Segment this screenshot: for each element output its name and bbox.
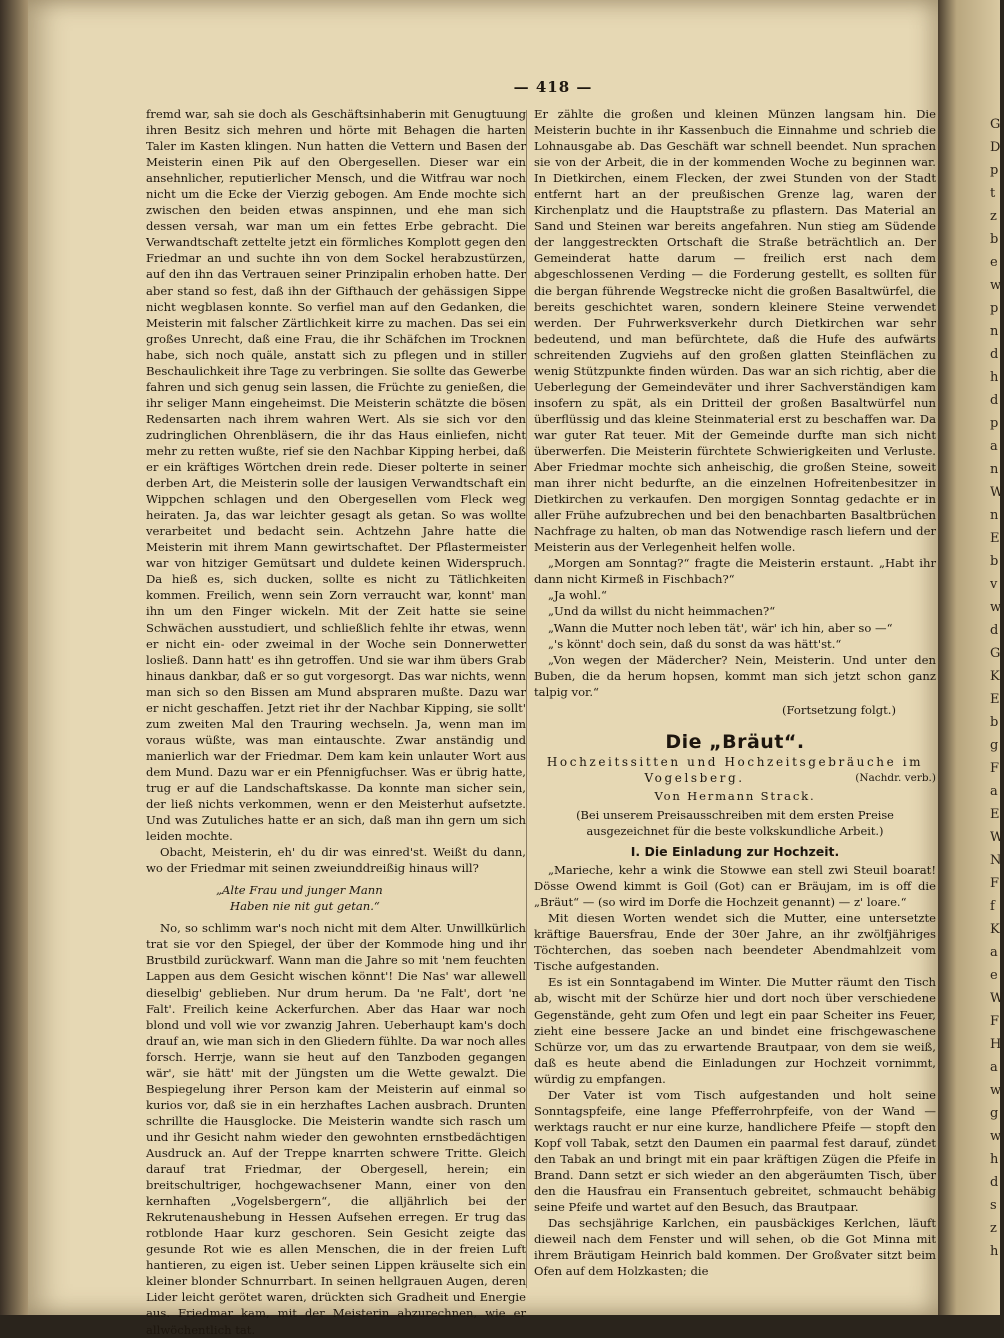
facing-page-letter: p	[990, 301, 999, 316]
facing-page-letter: v	[990, 577, 998, 592]
paragraph: No, so schlimm war's noch nicht mit dem Alter. Unwillkürlich trat sie vor den Spiegel, der über der Kommode hing und ihr Brustbild zurückwarf. Wann man die Jahre so mit 'nem feuchten Lappen aus dem Gesicht wischen könnt'! Die Nas' war allewell dieselbig' geblieben. Nur drum herum. Da 'ne Falt', dort 'ne Falt'. Freilich keine Ackerfurchen. Aber das Haar war noch blond und voll wie vor zwanzig Jahren. Ueberhaupt kam's doch drauf an, wie man sich in den Gliedern fühlte. Da war noch alles forsch. Herrje, wann sie heut auf den Tanzboden gegangen wär', sie hätt' mit der Jüngsten um die Wette gewalzt. Die Bespiegelung ihrer Person kam der Meisterin auf einmal so kurios vor, daß sie in ein herzhaftes Lachen ausbrach. Drunten schrillte die Hausglocke. Die Meisterin wandte sich rasch um und ihr Gesicht nahm wieder den gewohnten ernstbedächtigen Ausdruck an. Auf der Treppe knarrten schwere Tritte. Gleich darauf trat Friedmar, der Obergesell, herein; ein breitschultriger, hochgewachsener Mann, einer von den kernhaften „Vogelsbergern“, die alljährlich bei der Rekrutenaushebung in Hessen Aufsehen erregen. Er trug das rotblonde Haar kurz geschoren. Sein Gesicht zeigte das gesunde Rot wie es allen Menschen, die in der freien Luft hantieren, zu eigen ist. Ueber seinen Lippen kräuselte sich ein kleiner blonder Schnurrbart. In seinen hellgrauen Augen, deren Lider leicht gerötet waren, drückten sich Gradheit und Energie aus. Friedmar kam, mit der Meisterin abzurechnen, wie er allwöchentlich tat.	[146, 921, 526, 1337]
facing-page-letter: n	[990, 508, 999, 523]
facing-page-letter: w	[990, 600, 1002, 615]
continuation-note: (Fortsetzung folgt.)	[781, 702, 896, 717]
facing-page-letter: E	[990, 531, 1000, 546]
facing-page-letter: w	[990, 1129, 1002, 1144]
facing-page-letter: z	[990, 1221, 997, 1236]
paragraph: Das sechsjährige Karlchen, ein pausbäckiges Kerlchen, läuft dieweil nach dem Fenster und will sehen, ob die Got Minna mit ihrem Bräutigam Heinrich bald kommen. Der Großvater sitzt beim Ofen auf dem Holzkasten; die	[534, 1216, 936, 1279]
paragraph: „'s könnt' doch sein, daß du sonst da was hätt'st.“	[548, 636, 842, 651]
facing-page-letter: n	[990, 324, 999, 339]
facing-page-letter: n	[990, 462, 999, 477]
facing-page-letter: h	[990, 1152, 999, 1167]
page-number: — 418 —	[513, 78, 593, 96]
paragraph: Es ist ein Sonntagabend im Winter. Die Mutter räumt den Tisch ab, wischt mit der Schürze hier und dort noch über verschiedene Gegenstände, geht zum Ofen und legt ein paar Scheiter ins Feuer, zieht eine bessere Jacke an und bindet eine frischgewaschene Schürze vor, um das zu erwartende Brautpaar, von dem sie weiß, daß es heute abend die Einladungen zur Hochzeit vornimmt, würdig zu empfangen.	[534, 975, 936, 1086]
facing-page-letter: E	[990, 807, 1000, 822]
article-subtitle	[534, 754, 936, 786]
facing-page-letter: w	[990, 278, 1002, 293]
newspaper-page	[28, 0, 938, 1337]
paragraph: „Marieche, kehr a wink die Stowwe ean stell zwi Steuil boarat! Dösse Owend kimmt is Goil (Got) can er Bräujam, im is off die „Bräut“ — (so wird im Dorfe die Hochzeit genannt) — z' loare.“	[534, 863, 936, 910]
facing-page-letter: d	[990, 1175, 999, 1190]
article-author: Von Hermann Strack.	[654, 788, 816, 803]
facing-page-letter: z	[990, 209, 997, 224]
facing-page-letter: e	[990, 968, 998, 983]
text-column-left	[146, 106, 526, 1338]
facing-page-letter: b	[990, 715, 999, 730]
facing-page-letter: H	[990, 1037, 1002, 1052]
paragraph: fremd war, sah sie doch als Geschäftsinhaberin mit Genugtuung ihren Besitz sich mehren und hörte mit Behagen die harten Taler im Kasten klingen. Nun hatten die Vettern und Basen der Meisterin einen Pik auf den Obergesellen. Dieser war ein ansehnlicher, reputierlicher Mensch, und die Witfrau war noch nicht um die Ecke der Vierzig gebogen. Am Ende mochte sich zwischen den beiden etwas anspinnen, und ehe man sich dessen versah, war man um ein fettes Erbe gebracht. Die Verwandtschaft zettelte jetzt ein förmliches Komplott gegen den Friedmar an und suchte ihn von dem Sockel herabzustürzen, auf den ihn das Vertrauen seiner Prinzipalin erhoben hatte. Der aber stand so fest, daß ihn der Gifthauch der gehässigen Sippe nicht wegblasen konnte. So verfiel man auf den Gedanken, die Meisterin mit falscher Zärtlichkeit kirre zu machen. Das sei ein großes Unrecht, daß eine Frau, die ihr Schäfchen im Trocknen habe, sich noch quäle, anstatt sich zu pflegen und in stiller Beschaulichkeit ihre Tage zu verbringen. Sie sollte das Gewerbe fahren und sich genug sein lassen, die Früchte zu genießen, die ihr seliger Mann eingeheimst. Die Meisterin schätzte die bösen Redensarten nach ihrem wahren Wert. Als sie sich vor den zudringlichen Ohrenbläsern, die ihr das Haus einliefen, nicht mehr zu retten wußte, rief sie den Nachbar Kipping herbei, daß er ein kräftiges Wörtchen drein rede. Dieser polterte in seiner derben Art, die Meisterin solle der lausigen Verwandtschaft ein Wippchen schlagen und den Obergesellen vom Fleck weg heiraten. Ja, das war leichter gesagt als getan. So was wollte verarbeitet und bedacht sein. Achtzehn Jahre hatte die Meisterin mit ihrem Mann gewirtschaftet. Der Pflastermeister war von hitziger Gemütsart und duldete keinen Widerspruch. Da hieß es, sich ducken, sollte es nicht zu Tätlichkeiten kommen. Freilich, wenn sein Zorn verraucht war, konnt' man ihn um den Finger wickeln. Mit der Zeit hatte sie seine Schwächen ausstudiert, und schließlich fehlte ihr etwas, wenn er nicht ein- oder zweimal in der Woche sein Donnerwetter losließ. Dann hatt' es ihn getroffen. Und sie war ihm übers Grab hinaus dankbar, daß er so gut vorgesorgt. Das war nichts, wenn man sich so den Bissen am Mund abspraren mußte. Dazu war er nicht geschaffen. Jetzt riet ihr der Nachbar Kipping, sie sollt' zum zweiten Mal den Trauring wechseln. Ja, wenn man im voraus wüßte, was man eintauschte. Zwar anständig und manierlich war der Friedmar. Dem kam kein unlauter Wort aus dem Mund. Dazu war er ein Pfennigfuchser. Was er übrig hatte, trug er auf die Landschaftskasse. Da konnte man sicher sein, der ließ nichts verkommen, wenn er den Meisterhut aufsetzte. Und was Zutuliches hatte er an sich, daß man ihn gern um sich leiden mochte.	[146, 107, 526, 844]
facing-page-letter: p	[990, 416, 999, 431]
facing-page-letter: d	[990, 393, 999, 408]
column-divider	[526, 110, 527, 1288]
facing-page-letter: d	[990, 623, 999, 638]
paragraph: Obacht, Meisterin, eh' du dir was einred'st. Weißt du dann, wo der Friedmar mit seinen zweiunddreißig hinaus will?	[146, 845, 526, 876]
paragraph: „Morgen am Sonntag?“ fragte die Meisterin erstaunt. „Habt ihr dann nicht Kirmeß in Fischbach?“	[534, 556, 936, 587]
facing-page-letter: s	[990, 1198, 997, 1213]
book-gutter-left	[0, 0, 28, 1315]
facing-page-letter: b	[990, 232, 999, 247]
facing-page-letter: G	[990, 646, 1001, 661]
facing-page-letter: p	[990, 163, 999, 178]
section-heading: I. Die Einladung zur Hochzeit.	[630, 844, 840, 860]
facing-page-letter: a	[990, 784, 998, 799]
verse-quote	[146, 882, 526, 914]
facing-page-letter: w	[990, 1083, 1002, 1098]
facing-page-letter: a	[990, 439, 998, 454]
facing-page-letter: a	[990, 945, 998, 960]
facing-page-letter: D	[990, 140, 1001, 155]
facing-page-letter: g	[990, 1106, 999, 1121]
facing-page-letter: f	[990, 899, 995, 914]
paragraph: Mit diesen Worten wendet sich die Mutter, eine untersetzte kräftige Bauersfrau, Ende der 30er Jahre, an ihr zwölfjähriges Töchterchen, das soeben nach beendeter Abendmahlzeit vom Tische aufgestanden.	[534, 911, 936, 974]
facing-page-letter: N	[990, 853, 1002, 868]
facing-page-letter: F	[990, 1014, 1000, 1029]
facing-page-edge	[938, 0, 1004, 1315]
verse-line: Haben nie nit gut getan.“	[230, 899, 380, 914]
paragraph: „Von wegen der Mädercher? Nein, Meisterin. Und unter den Buben, die da herum hopsen, kommt man sich jetzt schon ganz talpig vor.“	[534, 652, 936, 699]
facing-page-letter: a	[990, 1060, 998, 1075]
facing-page-letter: h	[990, 1244, 999, 1259]
facing-page-letter: W	[990, 991, 1004, 1006]
paragraph: „Und da willst du nicht heimmachen?“	[548, 604, 776, 619]
facing-page-letter: G	[990, 117, 1001, 132]
facing-page-letter: e	[990, 255, 998, 270]
subtitle-text: Hochzeitssitten und Hochzeitsgebräuche im Vogelsberg.	[546, 754, 924, 785]
facing-page-letter: b	[990, 554, 999, 569]
facing-page-letter: K	[990, 922, 1000, 937]
facing-page-letter: F	[990, 876, 1000, 891]
facing-page-letter: g	[990, 738, 999, 753]
facing-page-letter: h	[990, 370, 999, 385]
reprint-notice: (Nachdr. verb.)	[855, 771, 936, 784]
paragraph: Der Vater ist vom Tisch aufgestanden und holt seine Sonntagspfeife, eine lange Pfefferrohrpfeife, von der Wand — werktags raucht er nur eine kurze, handlichere Pfeife — stopft den Kopf voll Tabak, setzt den Daumen ein paarmal fest darauf, zündet den Tabak an und bringt mit ein paar kräftigen Zügen die Pfeife in Brand. Dann setzt er sich wieder an den abgeräumten Tisch, über den die Hausfrau ein Fransentuch gebreitet, schmaucht behäbig seine Pfeife und wartet auf den Besuch, das Brautpaar.	[534, 1087, 936, 1215]
facing-page-letter: t	[990, 186, 996, 201]
facing-page-letter: d	[990, 347, 999, 362]
facing-page-letter: E	[990, 692, 1000, 707]
text-column-right	[534, 106, 936, 1279]
paragraph: „Wann die Mutter noch leben tät', wär' ich hin, aber so —“	[548, 620, 893, 635]
paragraph: „Ja wohl.“	[548, 588, 607, 603]
facing-page-letter: K	[990, 669, 1000, 684]
prize-note: (Bei unserem Preisausschreiben mit dem ersten Preise ausgezeichnet für die beste volkskundliche Arbeit.)	[576, 807, 894, 839]
verse-line: „Alte Frau und junger Mann	[216, 883, 383, 898]
facing-page-letter: F	[990, 761, 1000, 776]
paragraph: Er zählte die großen und kleinen Münzen langsam hin. Die Meisterin buchte in ihr Kassenbuch die Einnahme und schrieb die Lohnausgabe ab. Das Geschäft war schnell beendet. Nun sprachen sie von der Arbeit, die in der kommenden Woche zu beginnen war. In Dietkirchen, einem Flecken, der zwei Stunden von der Stadt entfernt hart an der preußischen Grenze lag, waren der Kirchenplatz und die Hauptstraße zu pflastern. Das Material an Sand und Steinen war bereits angefahren. Nun stieg am Südende der langgestreckten Ortschaft die Straße beträchtlich an. Der Gemeinderat hatte darum — freilich erst nach dem abgeschlossenen Verding — die Forderung gestellt, es sollten für die bergan führende Wegstrecke nicht die großen Basaltwürfel, die bereits geschichtet waren, sondern kleinere Steine verwendet werden. Der Fuhrwerksverkehr durch Dietkirchen war sehr bedeutend, und man befürchtete, daß die Hufe des aufwärts schreitenden Zugviehs auf den großen glatten Steinflächen zu wenig Stützpunkte finden würden. Das war an sich richtig, aber die Ueberlegung der Gemeindeväter und ihrer Sachverständigen kam insofern zu spät, als ein Dritteil der großen Basaltwürfel nun überflüssig und das kleine Steinmaterial erst zu beschaffen war. Da war guter Rat teuer. Mit der Gemeinde durfte man sich nicht überwerfen. Die Meisterin fürchtete Schwierigkeiten und Verluste. Aber Friedmar mochte sich anheischig, die großen Steine, soweit man ihrer nicht bedurfte, an die einzelnen Hofreitenbesitzer in Dietkirchen zu verkaufen. Den morgigen Sonntag gedachte er in aller Frühe aufzubrechen und bei den benachbarten Basaltbrüchen Nachfrage zu halten, ob man das Notwendige rasch liefern und der Meisterin aus der Verlegenheit helfen wolle.	[534, 107, 936, 555]
facing-page-letter: W	[990, 485, 1004, 500]
article-title: Die „Bräut“.	[665, 730, 805, 753]
facing-page-letter: W	[990, 830, 1004, 845]
